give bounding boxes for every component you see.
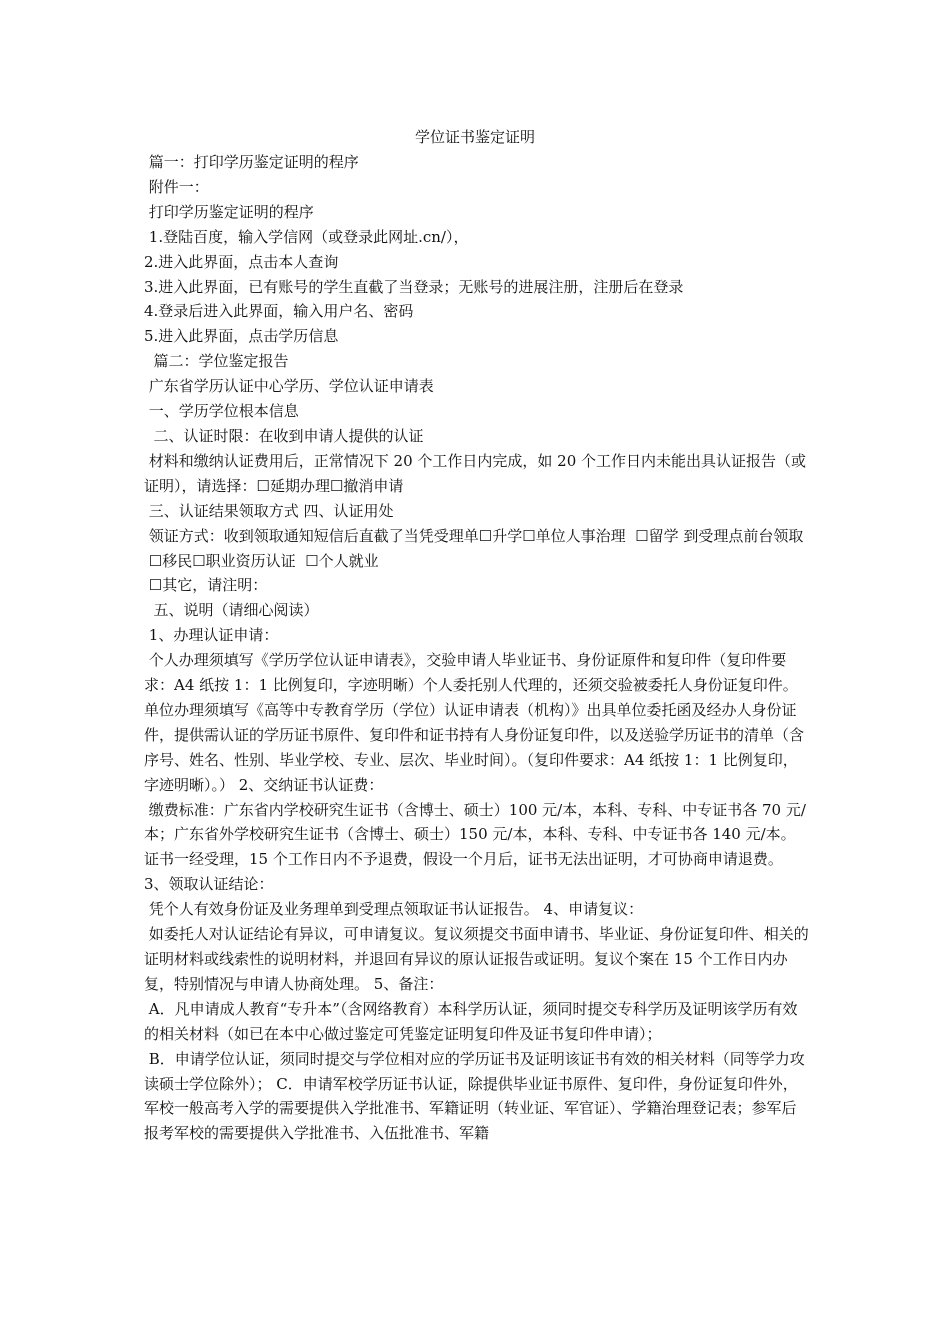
- paragraph: ☐其它，请注明：: [144, 576, 268, 595]
- paragraph: 5.进入此界面，点击学历信息: [144, 327, 339, 346]
- paragraph: 2.进入此界面，点击本人查询: [144, 252, 339, 271]
- paragraph: 4.登录后进入此界面，输入用户名、密码: [144, 302, 414, 321]
- paragraph: 缴费标准：广东省内学校研究生证书（含博士、硕士）100 元/本，本科、专科、中专证书各 70 元/本；广东省外学校研究生证书（含博士、硕士）150 元/本，本科、专科、中专证书各 140 元/本。证书一经受理，15 个工作日内不予退费，假设一个月后，证书无法出证明，才可协商申请退费。 3、领取认证结论：: [144, 800, 806, 894]
- paragraph: A．凡申请成人教育“专升本”（含网络教育）本科学历认证，须同时提交专科学历及证明该学历有效的相关材料（如已在本中心做过鉴定可凭鉴定证明复印件及证书复印件申请）；: [144, 999, 798, 1043]
- paragraph: 五、说明（请细心阅读）: [144, 601, 319, 620]
- paragraph: B．申请学位认证，须同时提交与学位相对应的学历证书及证明该证书有效的相关材料（同等学力攻读硕士学位除外）； C．申请军校学历证书认证，除提供毕业证书原件、复印件，身份证复印件外，军校一般高考入学的需要提供入学批准书、军籍证明（转业证、军官证）、学籍治理登记表；参军后报考军校的需要提供入学批准书、入伍批准书、军籍: [144, 1049, 805, 1143]
- paragraph: 打印学历鉴定证明的程序: [144, 202, 314, 221]
- paragraph: 广东省学历认证中心学历、学位认证申请表: [144, 377, 434, 396]
- paragraph: 一、学历学位根本信息: [144, 402, 299, 421]
- paragraph: 1.登陆百度，输入学信网（或登录此网址.cn/），: [144, 227, 469, 246]
- paragraph: 领证方式：收到领取通知短信后直截了当凭受理单☐升学☐单位人事治理 ☐留学 到受理点前台领取: [144, 526, 804, 545]
- paragraph: 材料和缴纳认证费用后，正常情况下 20 个工作日内完成，如 20 个工作日内未能出具认证报告（或证明），请选择：☐延期办理☐撤消申请: [144, 451, 807, 495]
- paragraph: 如委托人对认证结论有异议，可申请复议。复议须提交书面申请书、毕业证、身份证复印件、相关的证明材料或线索性的说明材料，并退回有异议的原认证报告或证明。复议个案在 15 个工作日内办复，特别情况与申请人协商处理。 5、备注：: [144, 925, 809, 993]
- paragraph: 二、认证时限：在收到申请人提供的认证: [144, 426, 424, 445]
- paragraph: 篇一：打印学历鉴定证明的程序: [144, 153, 359, 171]
- paragraph: 附件一：: [144, 177, 209, 196]
- paragraph: ☐移民☐职业资历认证 ☐个人就业: [144, 551, 379, 570]
- paragraph: 3.进入此界面，已有账号的学生直截了当登录；无账号的进展注册，注册后在登录: [144, 277, 684, 296]
- paragraph: 篇二：学位鉴定报告: [144, 352, 289, 371]
- paragraph: 凭个人有效身份证及业务理单到受理点领取证书认证报告。 4、申请复议：: [144, 900, 644, 919]
- paragraph: 1、办理认证申请：: [144, 626, 279, 645]
- document-title: 学位证书鉴定证明: [414, 128, 535, 146]
- paragraph: 个人办理须填写《学历学位认证申请表》，交验申请人毕业证书、身份证原件和复印件（复印件要求：A4 纸按 1：1 比例复印，字迹明晰）个人委托别人代理的，还须交验被委托人身份证复印件。单位办理须填写《高等中专教育学历（学位）认证申请表（机构）》出具单位委托函及经办人身份证件，提供需认证的学历证书原件、复印件和证书持有人身份证复印件，以及送验学历证书的清单（含序号、姓名、性别、毕业学校、专业、层次、毕业时间）。（复印件要求：A4 纸按 1：1 比例复印，字迹明晰）。） 2、交纳证书认证费：: [144, 651, 805, 794]
- paragraph: 三、认证结果领取方式 四、认证用处: [144, 501, 394, 520]
- document-body: [144, 150, 810, 1146]
